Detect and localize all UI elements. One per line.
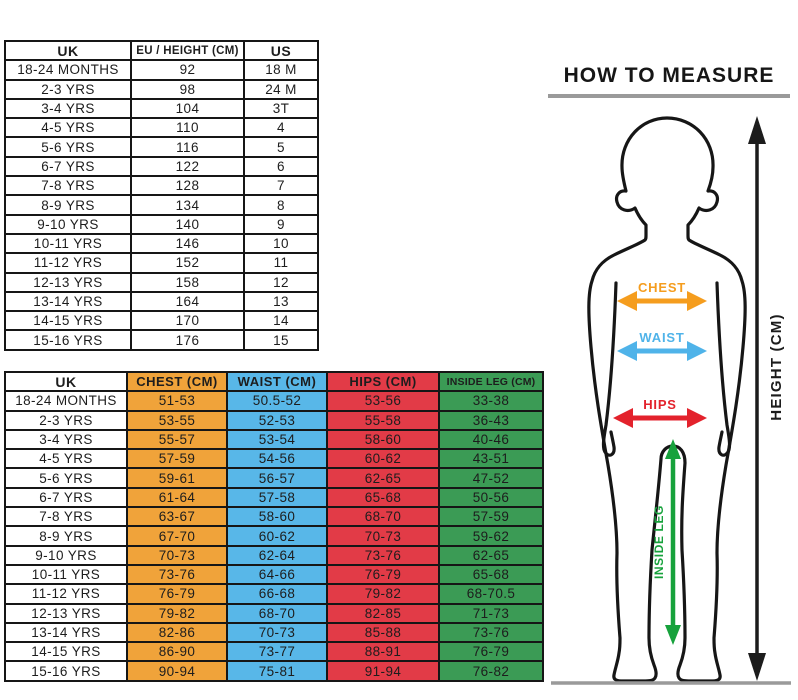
cell: 164 <box>131 292 244 311</box>
cell: 70-73 <box>327 526 439 545</box>
cell: 18-24 MONTHS <box>5 60 131 79</box>
cell: 63-67 <box>127 507 227 526</box>
cell: 86-90 <box>127 642 227 661</box>
cell: 14 <box>244 311 318 330</box>
cell: 59-61 <box>127 468 227 487</box>
cell: 58-60 <box>227 507 327 526</box>
cell: 7 <box>244 176 318 195</box>
height-label: HEIGHT (CM) <box>768 313 785 421</box>
cell: 4-5 YRS <box>5 449 127 468</box>
cell: 9 <box>244 215 318 234</box>
cell: 64-66 <box>227 565 327 584</box>
cell: 60-62 <box>227 526 327 545</box>
cell: 53-54 <box>227 430 327 449</box>
cell: 134 <box>131 195 244 214</box>
table-row <box>5 80 318 99</box>
column-header: EU / HEIGHT (CM) <box>131 41 244 60</box>
hips-label: HIPS <box>643 397 677 412</box>
table-row <box>5 176 318 195</box>
size-conversion-table <box>4 40 319 351</box>
cell: 43-51 <box>439 449 543 468</box>
cell: 79-82 <box>127 604 227 623</box>
cell: 73-76 <box>327 546 439 565</box>
cell: 11-12 YRS <box>5 584 127 603</box>
cell: 73-76 <box>439 623 543 642</box>
cell: 33-38 <box>439 391 543 410</box>
cell: 76-79 <box>327 565 439 584</box>
table-row <box>5 584 543 603</box>
cell: 47-52 <box>439 468 543 487</box>
table-row <box>5 546 543 565</box>
how-to-measure-title: HOW TO MEASURE <box>563 64 775 87</box>
inside-leg-arrow <box>665 439 681 645</box>
cell: 71-73 <box>439 604 543 623</box>
cell: 152 <box>131 253 244 272</box>
chest-label: CHEST <box>637 280 687 295</box>
cell: 62-64 <box>227 546 327 565</box>
cell: 79-82 <box>327 584 439 603</box>
child-figure-diagram <box>545 95 798 700</box>
cell: 128 <box>131 176 244 195</box>
cell: 7-8 YRS <box>5 507 127 526</box>
cell: 68-70.5 <box>439 584 543 603</box>
table-row <box>5 253 318 272</box>
cell: 58-60 <box>327 430 439 449</box>
cell: 12-13 YRS <box>5 604 127 623</box>
table-row <box>5 468 543 487</box>
cell: 98 <box>131 80 244 99</box>
cell: 104 <box>131 99 244 118</box>
table-row <box>5 642 543 661</box>
cell: 18-24 MONTHS <box>5 391 127 410</box>
table-row <box>5 411 543 430</box>
cell: 2-3 YRS <box>5 411 127 430</box>
cell: 11-12 YRS <box>5 253 131 272</box>
column-header: UK <box>5 41 131 60</box>
table-row <box>5 661 543 680</box>
cell: 91-94 <box>327 661 439 680</box>
column-header: UK <box>5 372 127 391</box>
table-row <box>5 526 543 545</box>
cell: 73-77 <box>227 642 327 661</box>
cell: 8-9 YRS <box>5 526 127 545</box>
cell: 90-94 <box>127 661 227 680</box>
cell: 57-59 <box>127 449 227 468</box>
cell: 10-11 YRS <box>5 565 127 584</box>
table-row <box>5 99 318 118</box>
height-arrow <box>748 116 766 681</box>
cell: 6-7 YRS <box>5 157 131 176</box>
cell: 40-46 <box>439 430 543 449</box>
table-row <box>5 215 318 234</box>
cell: 62-65 <box>439 546 543 565</box>
cell: 146 <box>131 234 244 253</box>
cell: 70-73 <box>227 623 327 642</box>
cell: 2-3 YRS <box>5 80 131 99</box>
column-header: CHEST (CM) <box>127 372 227 391</box>
cell: 85-88 <box>327 623 439 642</box>
header-row <box>5 41 318 60</box>
cell: 7-8 YRS <box>5 176 131 195</box>
table-row <box>5 60 318 79</box>
cell: 14-15 YRS <box>5 642 127 661</box>
cell: 76-82 <box>439 661 543 680</box>
cell: 140 <box>131 215 244 234</box>
cell: 68-70 <box>327 507 439 526</box>
cell: 55-57 <box>127 430 227 449</box>
cell: 56-57 <box>227 468 327 487</box>
cell: 82-86 <box>127 623 227 642</box>
cell: 9-10 YRS <box>5 546 127 565</box>
cell: 116 <box>131 137 244 156</box>
table-row <box>5 391 543 410</box>
cell: 65-68 <box>327 488 439 507</box>
cell: 15-16 YRS <box>5 661 127 680</box>
cell: 3-4 YRS <box>5 430 127 449</box>
cell: 53-55 <box>127 411 227 430</box>
cell: 11 <box>244 253 318 272</box>
cell: 13 <box>244 292 318 311</box>
cell: 13-14 YRS <box>5 292 131 311</box>
cell: 36-43 <box>439 411 543 430</box>
cell: 14-15 YRS <box>5 311 131 330</box>
table-row <box>5 623 543 642</box>
table-row <box>5 273 318 292</box>
cell: 57-59 <box>439 507 543 526</box>
cell: 3-4 YRS <box>5 99 131 118</box>
table-row <box>5 604 543 623</box>
cell: 75-81 <box>227 661 327 680</box>
cell: 92 <box>131 60 244 79</box>
cell: 57-58 <box>227 488 327 507</box>
cell: 15-16 YRS <box>5 330 131 349</box>
cell: 82-85 <box>327 604 439 623</box>
cell: 4 <box>244 118 318 137</box>
column-header: WAIST (CM) <box>227 372 327 391</box>
cell: 4-5 YRS <box>5 118 131 137</box>
cell: 50.5-52 <box>227 391 327 410</box>
cell: 67-70 <box>127 526 227 545</box>
cell: 68-70 <box>227 604 327 623</box>
cell: 54-56 <box>227 449 327 468</box>
cell: 66-68 <box>227 584 327 603</box>
cell: 10-11 YRS <box>5 234 131 253</box>
table-row <box>5 565 543 584</box>
cell: 73-76 <box>127 565 227 584</box>
cell: 15 <box>244 330 318 349</box>
cell: 158 <box>131 273 244 292</box>
table-row <box>5 330 318 349</box>
cell: 110 <box>131 118 244 137</box>
table-row <box>5 234 318 253</box>
column-header: INSIDE LEG (CM) <box>439 372 543 391</box>
cell: 13-14 YRS <box>5 623 127 642</box>
table-row <box>5 507 543 526</box>
cell: 55-58 <box>327 411 439 430</box>
cell: 170 <box>131 311 244 330</box>
body-measurements-table <box>4 371 544 682</box>
cell: 176 <box>131 330 244 349</box>
cell: 122 <box>131 157 244 176</box>
cell: 59-62 <box>439 526 543 545</box>
cell: 76-79 <box>439 642 543 661</box>
cell: 18 M <box>244 60 318 79</box>
cell: 60-62 <box>327 449 439 468</box>
cell: 9-10 YRS <box>5 215 131 234</box>
cell: 10 <box>244 234 318 253</box>
cell: 5-6 YRS <box>5 468 127 487</box>
table-row <box>5 488 543 507</box>
cell: 53-56 <box>327 391 439 410</box>
cell: 5 <box>244 137 318 156</box>
cell: 70-73 <box>127 546 227 565</box>
cell: 6 <box>244 157 318 176</box>
table-row <box>5 195 318 214</box>
header-row <box>5 372 543 391</box>
cell: 52-53 <box>227 411 327 430</box>
cell: 24 M <box>244 80 318 99</box>
cell: 12-13 YRS <box>5 273 131 292</box>
cell: 5-6 YRS <box>5 137 131 156</box>
cell: 76-79 <box>127 584 227 603</box>
cell: 50-56 <box>439 488 543 507</box>
cell: 3T <box>244 99 318 118</box>
cell: 51-53 <box>127 391 227 410</box>
table-row <box>5 118 318 137</box>
column-header: HIPS (CM) <box>327 372 439 391</box>
inside-leg-label: INSIDE LEG <box>652 504 666 580</box>
cell: 8-9 YRS <box>5 195 131 214</box>
cell: 61-64 <box>127 488 227 507</box>
table-row <box>5 311 318 330</box>
table-row <box>5 157 318 176</box>
table-row <box>5 292 318 311</box>
table-row <box>5 137 318 156</box>
cell: 65-68 <box>439 565 543 584</box>
cell: 8 <box>244 195 318 214</box>
waist-label: WAIST <box>639 330 685 345</box>
cell: 6-7 YRS <box>5 488 127 507</box>
column-header: US <box>244 41 318 60</box>
cell: 12 <box>244 273 318 292</box>
table-row <box>5 430 543 449</box>
cell: 62-65 <box>327 468 439 487</box>
cell: 88-91 <box>327 642 439 661</box>
table-row <box>5 449 543 468</box>
